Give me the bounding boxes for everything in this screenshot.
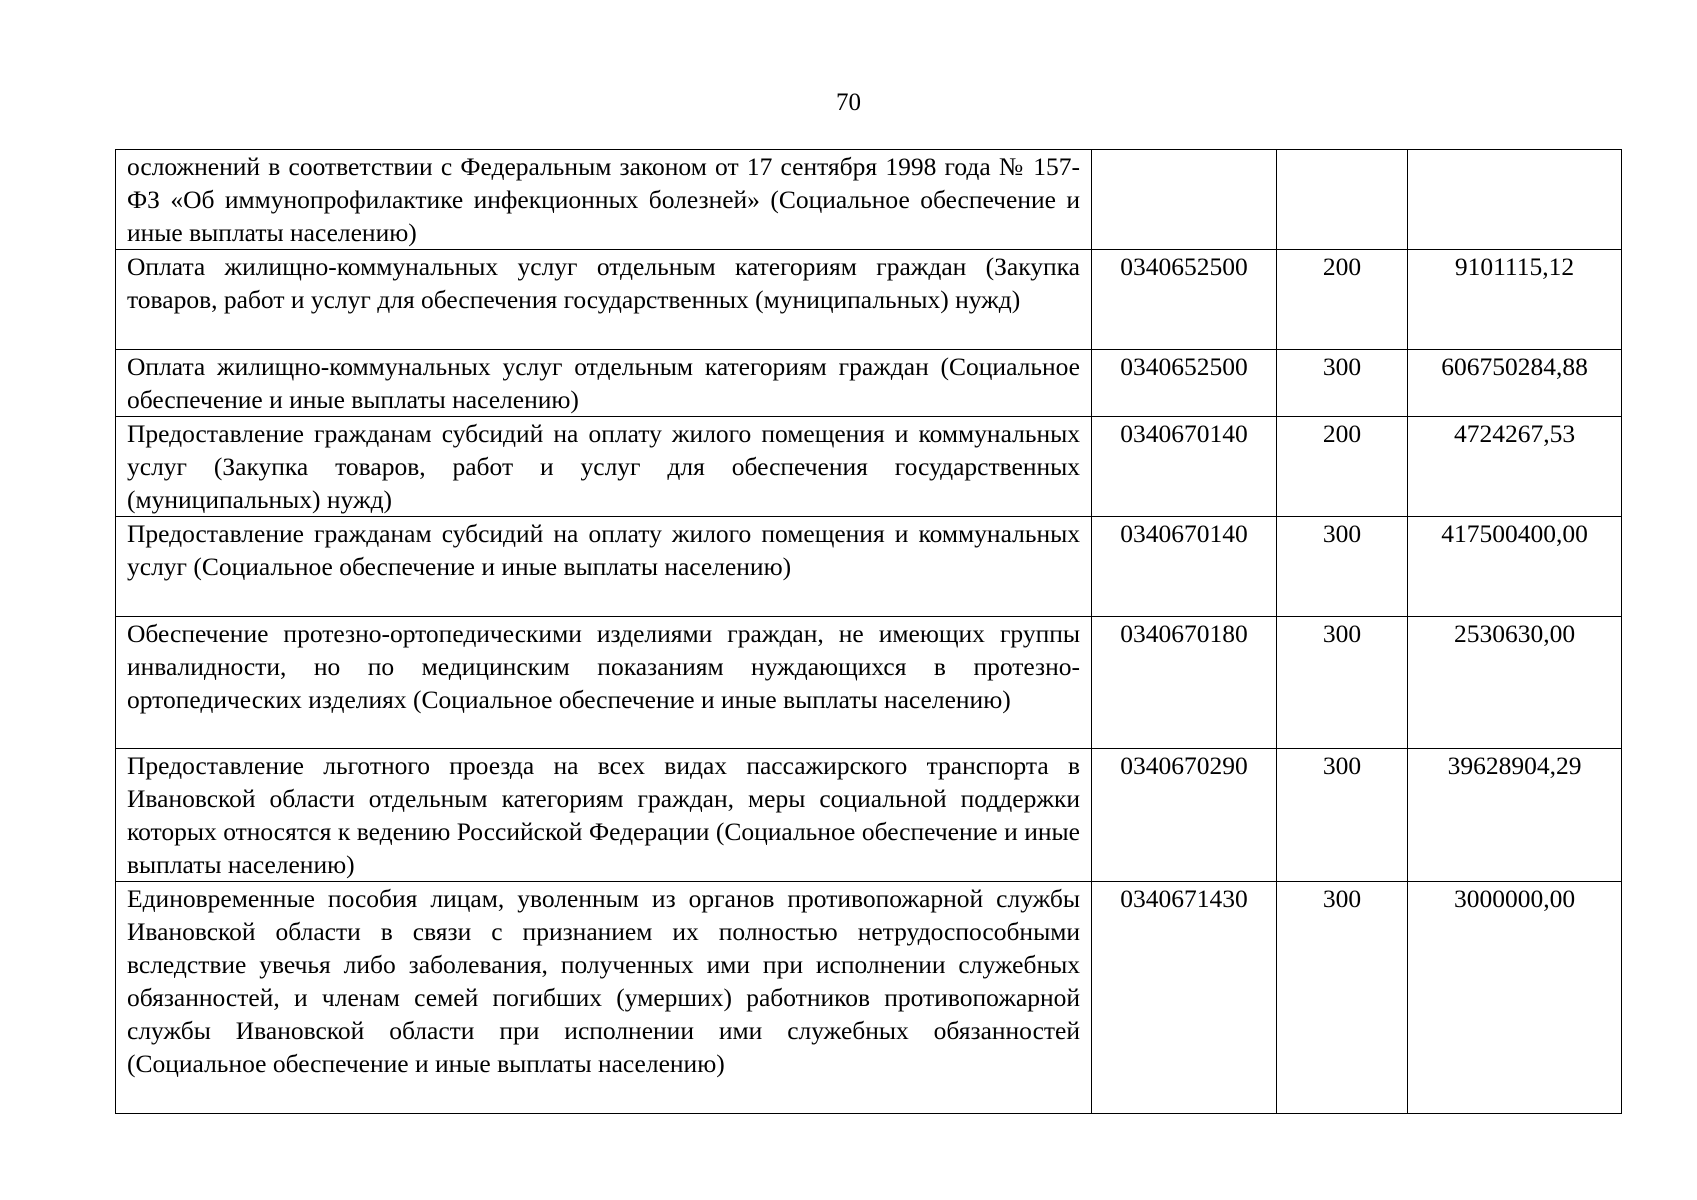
row-target-code: 0340652500 (1092, 250, 1277, 350)
row-amount: 417500400,00 (1408, 517, 1622, 617)
row-expense-type: 300 (1277, 617, 1408, 749)
row-expense-type: 200 (1277, 250, 1408, 350)
row-expense-type: 300 (1277, 882, 1408, 1114)
row-target-code: 0340670140 (1092, 417, 1277, 517)
row-expense-type (1277, 150, 1408, 250)
page-number: 70 (836, 89, 861, 116)
row-target-code (1092, 150, 1277, 250)
row-description: осложнений в соответствии с Федеральным законом от 17 сентября 1998 года № 157-ФЗ «Об иммунопрофилактике инфекционных болезней» (Социальное обеспечение и иные выплаты населению) (116, 150, 1092, 250)
row-expense-type: 300 (1277, 517, 1408, 617)
row-amount: 39628904,29 (1408, 749, 1622, 882)
row-description: Обеспечение протезно-ортопедическими изделиями граждан, не имеющих группы инвалидности, но по медицинским показаниям нуждающихся в протезно-ортопедических изделиях (Социальное обеспечение и иные выплаты населению) (116, 617, 1092, 749)
row-amount: 2530630,00 (1408, 617, 1622, 749)
table-row (116, 517, 1622, 617)
row-target-code: 0340670290 (1092, 749, 1277, 882)
row-target-code: 0340670140 (1092, 517, 1277, 617)
table-row (116, 250, 1622, 350)
budget-table (115, 149, 1622, 1114)
row-amount: 3000000,00 (1408, 882, 1622, 1114)
row-expense-type: 300 (1277, 350, 1408, 417)
row-amount: 4724267,53 (1408, 417, 1622, 517)
row-description: Предоставление льготного проезда на всех видах пассажирского транспорта в Ивановской области отдельным категориям граждан, меры социальной поддержки которых относятся к ведению Российской Федерации (Социальное обеспечение и иные выплаты населению) (116, 749, 1092, 882)
table-row (116, 882, 1622, 1114)
row-target-code: 0340670180 (1092, 617, 1277, 749)
row-expense-type: 300 (1277, 749, 1408, 882)
row-amount: 606750284,88 (1408, 350, 1622, 417)
row-description: Оплата жилищно-коммунальных услуг отдельным категориям граждан (Социальное обеспечение и иные выплаты населению) (116, 350, 1092, 417)
table-row (116, 150, 1622, 250)
table-row (116, 617, 1622, 749)
row-amount (1408, 150, 1622, 250)
table-row (116, 749, 1622, 882)
row-amount: 9101115,12 (1408, 250, 1622, 350)
row-description: Предоставление гражданам субсидий на оплату жилого помещения и коммунальных услуг (Закупка товаров, работ и услуг для обеспечения государственных (муниципальных) нужд) (116, 417, 1092, 517)
row-expense-type: 200 (1277, 417, 1408, 517)
row-description: Единовременные пособия лицам, уволенным из органов противопожарной службы Ивановской области в связи с признанием их полностью нетрудоспособными вследствие увечья либо заболевания, полученных ими при исполнении служебных обязанностей, и членам семей погибших (умерших) работников противопожарной службы Ивановской области при исполнении ими служебных обязанностей (Социальное обеспечение и иные выплаты населению) (116, 882, 1092, 1114)
row-description: Предоставление гражданам субсидий на оплату жилого помещения и коммунальных услуг (Социальное обеспечение и иные выплаты населению) (116, 517, 1092, 617)
row-description: Оплата жилищно-коммунальных услуг отдельным категориям граждан (Закупка товаров, работ и услуг для обеспечения государственных (муниципальных) нужд) (116, 250, 1092, 350)
table-row (116, 417, 1622, 517)
table-row (116, 350, 1622, 417)
row-target-code: 0340671430 (1092, 882, 1277, 1114)
row-target-code: 0340652500 (1092, 350, 1277, 417)
